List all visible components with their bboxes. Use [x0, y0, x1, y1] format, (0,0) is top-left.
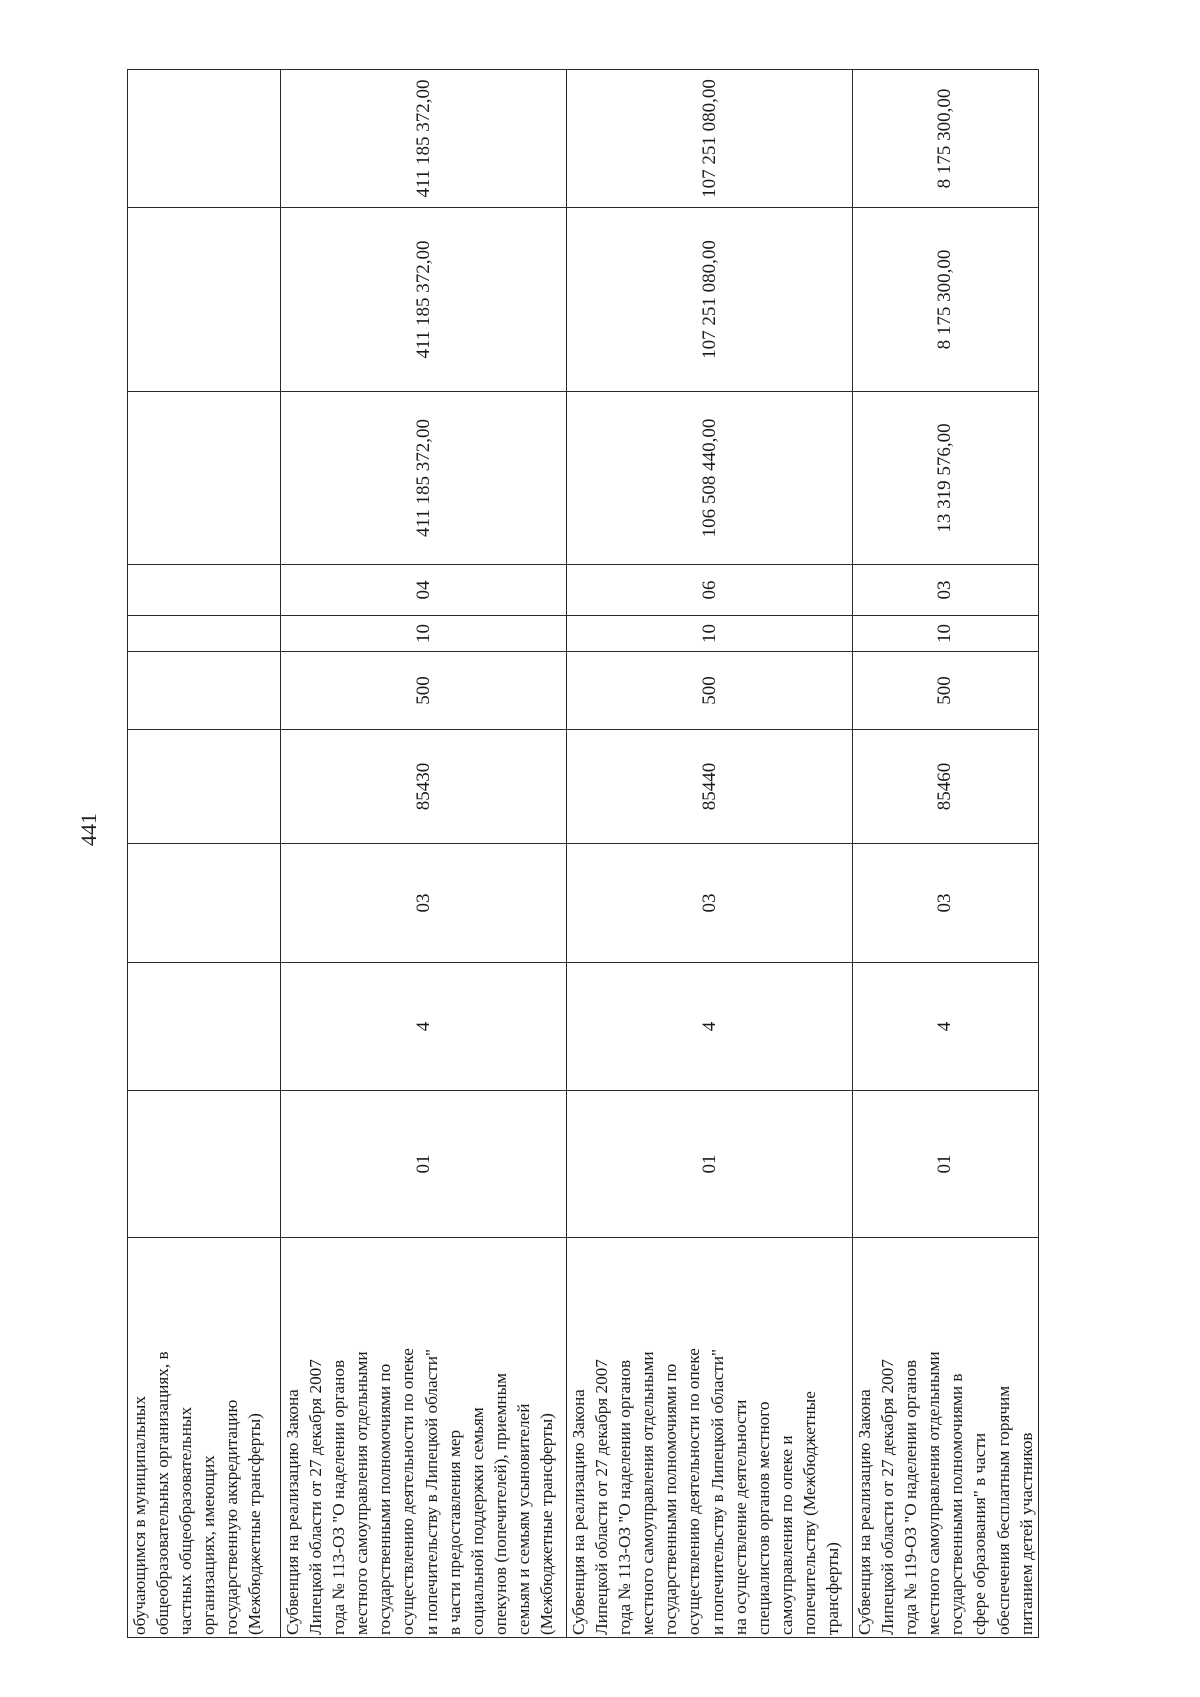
amount-cell: 411 185 372,00: [281, 70, 567, 208]
code-cell: 01: [853, 1091, 1039, 1238]
code-cell: 4: [281, 963, 567, 1091]
code-cell: 10: [281, 616, 567, 652]
rotated-table-wrapper: [127, 70, 1036, 1638]
amount-cell: 107 251 080,00: [567, 208, 853, 392]
code-cell: 03: [281, 844, 567, 963]
code-cell: 03: [853, 844, 1039, 963]
amount-cell: 106 508 440,00: [567, 392, 853, 565]
code-cell: 10: [567, 616, 853, 652]
table-row: [567, 70, 853, 1638]
code-cell: 10: [853, 616, 1039, 652]
page-number: 441: [76, 813, 101, 846]
amount-cell: 107 251 080,00: [567, 70, 853, 208]
code-cell: 500: [853, 652, 1039, 730]
code-cell: [128, 844, 281, 963]
amount-cell: [128, 70, 281, 208]
amount-cell: 8 175 300,00: [853, 208, 1039, 392]
code-cell: 4: [567, 963, 853, 1091]
amount-cell: 13 319 576,00: [853, 392, 1039, 565]
code-cell: [128, 730, 281, 844]
amount-cell: [128, 208, 281, 392]
amount-cell: 411 185 372,00: [281, 392, 567, 565]
code-cell: 03: [567, 844, 853, 963]
row-description: Субвенция на реализацию Закона Липецкой области от 27 декабря 2007 года № 119-ОЗ "О наделении органов местного самоуправления отдельными государственными полномочиями в сфере образования" в части обеспечения бесплатным горячим питанием детей участников: [853, 1238, 1039, 1638]
code-cell: 85430: [281, 730, 567, 844]
code-cell: 85460: [853, 730, 1039, 844]
code-cell: [128, 963, 281, 1091]
amount-cell: [128, 392, 281, 565]
row-description: обучающимся в муниципальных общеобразовательных организациях, в частных общеобразовательных организациях, имеющих государственную аккредитацию (Межбюджетные трансферты): [128, 1238, 281, 1638]
code-cell: 03: [853, 565, 1039, 616]
amount-cell: 411 185 372,00: [281, 208, 567, 392]
code-cell: 01: [281, 1091, 567, 1238]
table-row: [281, 70, 567, 1638]
table-row: [853, 70, 1039, 1638]
budget-table: [127, 69, 1039, 1638]
code-cell: 4: [853, 963, 1039, 1091]
row-description: Субвенция на реализацию Закона Липецкой области от 27 декабря 2007 года № 113-ОЗ "О наделении органов местного самоуправления отдельными государственными полномочиями по осуществлению деятельности по опеке и попечительству в Липецкой области" на осуществление деятельности специалистов органов местного самоуправления по опеке и попечительству (Межбюджетные трансферты): [567, 1238, 853, 1638]
code-cell: [128, 1091, 281, 1238]
code-cell: 06: [567, 565, 853, 616]
code-cell: 01: [567, 1091, 853, 1238]
amount-cell: 8 175 300,00: [853, 70, 1039, 208]
table-row: [128, 70, 281, 1638]
code-cell: 85440: [567, 730, 853, 844]
code-cell: 500: [281, 652, 567, 730]
code-cell: [128, 616, 281, 652]
code-cell: [128, 565, 281, 616]
code-cell: 500: [567, 652, 853, 730]
code-cell: [128, 652, 281, 730]
row-description: Субвенция на реализацию Закона Липецкой области от 27 декабря 2007 года № 113-ОЗ "О наделении органов местного самоуправления отдельными государственными полномочиями по осуществлению деятельности по опеке и попечительству в Липецкой области" в части предоставления мер социальной поддержки семьям опекунов (попечителей), приемным семьям и семьям усыновителей (Межбюджетные трансферты): [281, 1238, 567, 1638]
code-cell: 04: [281, 565, 567, 616]
